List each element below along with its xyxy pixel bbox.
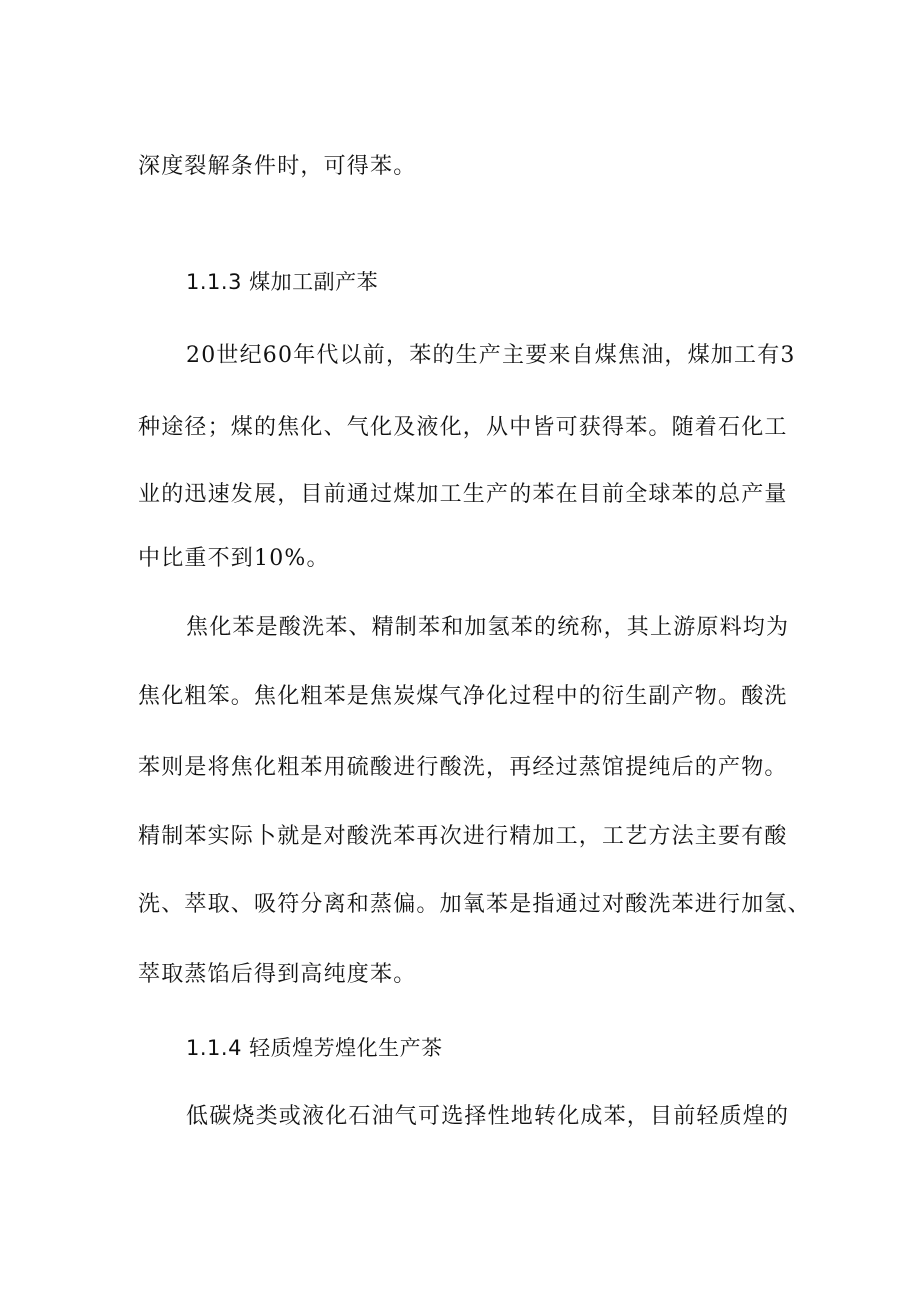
paragraph-line: 深度裂解条件时，可得苯。 — [138, 154, 417, 179]
paragraph-line: 精制苯实际卜就是对酸洗苯再次进行精加工，工艺方法主要有酸 — [138, 824, 788, 849]
paragraph-line: 20世纪60年代以前，苯的生产主要来自煤焦油，煤加工有3 — [186, 343, 796, 368]
paragraph-line: 苯则是将焦化粗苯用硫酸进行酸洗，再经过蒸馆提纯后的产物。 — [138, 755, 788, 780]
paragraph-line: 低碳烧类或液化石油气可选择性地转化成苯，目前轻质煌的 — [186, 1104, 790, 1129]
paragraph-line: 中比重不到10%。 — [138, 546, 330, 571]
paragraph-line: 焦化苯是酸洗苯、精制苯和加氢苯的统称，其上游原料均为 — [186, 615, 790, 640]
paragraph-line: 种途径；煤的焦化、气化及液化，从中皆可获得苯。随着石化工 — [138, 415, 788, 440]
paragraph-line: 洗、萃取、吸符分离和蒸偏。加氧苯是指通过对酸洗苯进行加氢、 — [138, 892, 811, 917]
paragraph-line: 业的迅速发展，目前通过煤加工生产的苯在目前全球苯的总产量 — [138, 482, 788, 507]
section-heading-1-1-4: 1.1.4 轻质煌芳煌化生产茶 — [186, 1036, 443, 1060]
paragraph-line: 焦化粗笨。焦化粗苯是焦炭煤气净化过程中的衍生副产物。酸洗 — [138, 684, 788, 709]
section-heading-1-1-3: 1.1.3 煤加工副产苯 — [186, 270, 379, 294]
paragraph-line: 萃取蒸馅后得到高纯度苯。 — [138, 962, 417, 987]
